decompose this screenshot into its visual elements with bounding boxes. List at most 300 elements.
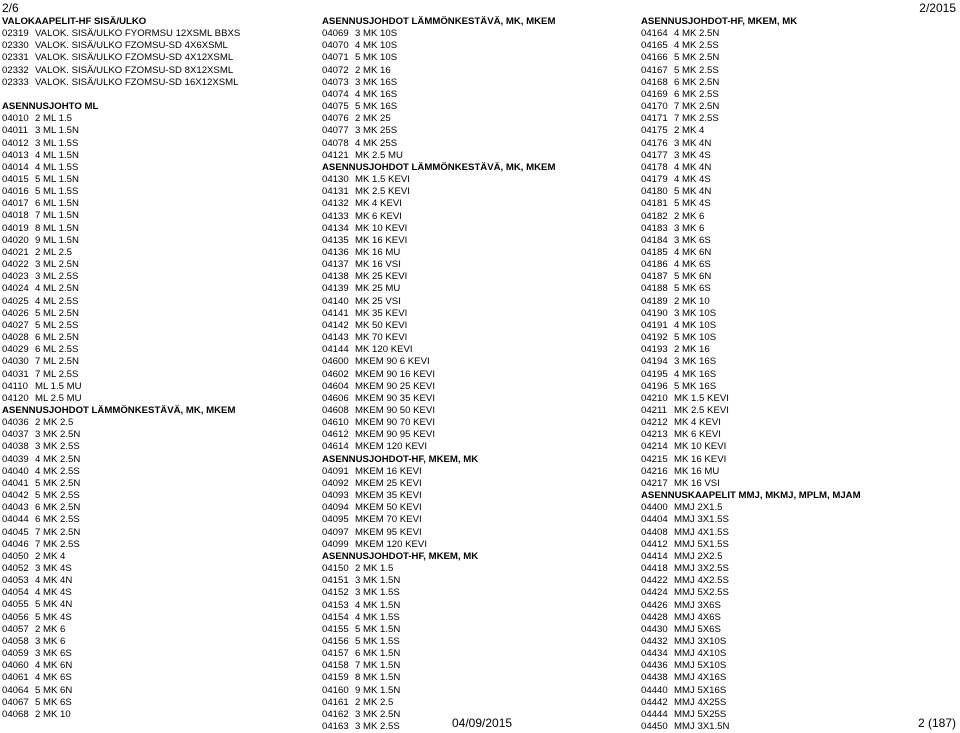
section-heading: ASENNUSJOHTO ML	[2, 101, 99, 113]
product-row	[2, 356, 314, 368]
product-description: 3 ML 1.5N	[35, 125, 79, 137]
product-code: 04019	[2, 222, 29, 234]
product-code: 04141	[322, 307, 349, 319]
product-code: 04043	[2, 502, 29, 514]
product-description: 3 MK 6	[674, 222, 705, 234]
product-code: 04424	[641, 587, 668, 599]
product-code: 04054	[2, 587, 29, 599]
product-row	[2, 113, 314, 125]
product-description: MMJ 5X16S	[674, 684, 727, 696]
product-row	[322, 186, 632, 198]
product-row	[322, 697, 632, 709]
product-description: 4 ML 2.5N	[35, 283, 79, 295]
product-description: 5 MK 6N	[674, 271, 712, 283]
product-row	[2, 40, 314, 52]
product-code: 04041	[2, 477, 29, 489]
product-row	[2, 685, 314, 697]
product-description: MK 4 KEVI	[674, 417, 721, 429]
product-row	[641, 685, 957, 697]
product-row	[641, 721, 957, 733]
product-row	[322, 101, 632, 113]
product-row	[2, 575, 314, 587]
product-description: 6 ML 1.5N	[35, 198, 79, 210]
product-row	[322, 235, 632, 247]
product-description: 2 MK 16	[355, 64, 391, 76]
product-description: 2 MK 6	[674, 210, 705, 222]
product-row	[2, 210, 314, 222]
product-row	[641, 551, 957, 563]
product-row	[322, 296, 632, 308]
product-row	[2, 672, 314, 684]
product-row	[641, 405, 957, 417]
product-row	[2, 697, 314, 709]
product-code: 02332	[2, 64, 29, 76]
product-description: VALOK. SISÄ/ULKO FZOMSU-SD 8X12XSML	[35, 64, 234, 76]
product-code: 04130	[322, 174, 349, 186]
product-description: MK 120 KEVI	[355, 344, 413, 356]
product-row	[2, 527, 314, 539]
product-code: 04602	[322, 368, 349, 380]
product-description: 2 MK 4	[674, 125, 705, 137]
product-description: 6 ML 2.5N	[35, 332, 79, 344]
product-description: 5 ML 2.5N	[35, 307, 79, 319]
product-code: 04091	[322, 465, 349, 477]
section-heading: ASENNUSJOHDOT LÄMMÖNKESTÄVÄ, MK, MKEM	[322, 161, 556, 173]
product-code: 04077	[322, 125, 349, 137]
product-description: 7 ML 2.5S	[35, 368, 79, 380]
product-description: MK 6 KEVI	[674, 429, 721, 441]
product-description: MKEM 120 KEVI	[355, 441, 427, 453]
product-code: 04153	[322, 599, 349, 611]
product-description: MMJ 3X2.5S	[674, 563, 729, 575]
product-row	[322, 28, 632, 40]
product-description: MMJ 4X25S	[674, 696, 727, 708]
section-heading: ASENNUSJOHDOT-HF, MKEM, MK	[322, 550, 479, 562]
product-row	[641, 125, 957, 137]
product-code: 04014	[2, 161, 29, 173]
product-row	[322, 308, 632, 320]
product-description: MK 4 KEVI	[355, 198, 402, 210]
product-code: 04167	[641, 64, 668, 76]
product-description: MMJ 2X1.5	[674, 502, 723, 514]
product-code: 04056	[2, 611, 29, 623]
product-row	[641, 709, 957, 721]
product-code: 04176	[641, 137, 668, 149]
product-row	[2, 65, 314, 77]
product-code: 04024	[2, 283, 29, 295]
product-code: 04099	[322, 538, 349, 550]
product-description: 3 ML 2.5N	[35, 259, 79, 271]
product-code: 04432	[641, 635, 668, 647]
product-code: 04192	[641, 332, 668, 344]
product-description: 5 MK 16S	[355, 101, 398, 113]
product-description: 3 MK 1.5N	[355, 575, 401, 587]
product-code: 04434	[641, 648, 668, 660]
product-description: 4 MK 4N	[35, 575, 73, 587]
product-code: 02330	[2, 40, 29, 52]
product-code: 04154	[322, 611, 349, 623]
product-row	[322, 527, 632, 539]
product-code: 04408	[641, 526, 668, 538]
product-row	[322, 320, 632, 332]
section-heading: ASENNUSKAAPELIT MMJ, MKMJ, MPLM, MJAM	[641, 490, 861, 502]
product-description: MK 50 KEVI	[355, 319, 408, 331]
product-row	[2, 125, 314, 137]
product-description: MKEM 35 KEVI	[355, 490, 422, 502]
product-description: 5 MK 6S	[35, 696, 72, 708]
product-code: 04214	[641, 441, 668, 453]
product-row	[2, 223, 314, 235]
product-description: 4 MK 2.5N	[35, 453, 81, 465]
product-code: 04037	[2, 429, 29, 441]
product-description: 7 MK 2.5N	[674, 101, 720, 113]
product-code: 04604	[322, 380, 349, 392]
product-description: 6 MK 1.5N	[355, 648, 401, 660]
product-code: 04074	[322, 88, 349, 100]
section-heading: ASENNUSJOHDOT-HF, MKEM, MK	[641, 16, 798, 27]
product-row	[2, 624, 314, 636]
product-row	[322, 125, 632, 137]
product-description: 3 MK 10S	[674, 307, 717, 319]
product-description: 5 MK 6N	[35, 684, 73, 696]
product-code: 04418	[641, 563, 668, 575]
product-description: MMJ 5X25S	[674, 708, 727, 720]
product-code: 04191	[641, 319, 668, 331]
product-code: 04097	[322, 526, 349, 538]
product-code: 04160	[322, 684, 349, 696]
product-row	[2, 332, 314, 344]
product-row	[322, 490, 632, 502]
product-row	[2, 417, 314, 429]
product-row	[641, 393, 957, 405]
product-row	[641, 211, 957, 223]
product-code: 04163	[322, 721, 349, 733]
product-row	[641, 89, 957, 101]
product-code: 04027	[2, 319, 29, 331]
product-description: 2 ML 1.5	[35, 113, 72, 125]
product-description: 3 MK 2.5S	[35, 441, 80, 453]
product-description: 2 MK 2.5	[355, 696, 394, 708]
section-heading: ASENNUSJOHDOT LÄMMÖNKESTÄVÄ, MK, MKEM	[2, 404, 236, 416]
product-row	[322, 332, 632, 344]
product-code: 04159	[322, 672, 349, 684]
product-description: 7 MK 2.5S	[674, 113, 719, 125]
product-description: MKEM 90 50 KEVI	[355, 405, 435, 416]
product-row	[322, 40, 632, 52]
product-code: 04060	[2, 660, 29, 672]
product-row	[322, 113, 632, 125]
product-description: 2 MK 4	[35, 550, 66, 562]
product-code: 04069	[322, 28, 349, 40]
product-code: 04059	[2, 648, 29, 660]
product-row	[322, 150, 632, 162]
product-description: MKEM 90 25 KEVI	[355, 380, 435, 392]
product-row	[641, 381, 957, 393]
product-code: 04075	[322, 101, 349, 113]
product-description: MKEM 95 KEVI	[355, 526, 422, 538]
product-row	[322, 211, 632, 223]
product-code: 02333	[2, 76, 29, 88]
product-code: 04170	[641, 101, 668, 113]
product-description: 4 ML 1.5S	[35, 161, 79, 173]
product-code: 04400	[641, 502, 668, 514]
product-description: MKEM 70 KEVI	[355, 514, 422, 526]
product-description: VALOK. SISÄ/ULKO FZOMSU-SD 16X12XSML	[35, 76, 239, 88]
product-row	[322, 587, 632, 599]
product-row	[641, 636, 957, 648]
product-row	[2, 551, 314, 563]
product-description: MK 35 KEVI	[355, 307, 408, 319]
section-heading: ASENNUSJOHDOT-HF, MKEM, MK	[322, 453, 479, 465]
product-row	[2, 77, 314, 89]
product-description: 5 ML 1.5N	[35, 174, 79, 186]
product-description: 3 MK 2.5N	[355, 708, 401, 720]
product-description: 3 MK 4S	[674, 149, 711, 161]
product-row	[322, 429, 632, 441]
product-row	[641, 587, 957, 599]
product-code: 04028	[2, 332, 29, 344]
product-row	[322, 283, 632, 295]
product-row	[322, 600, 632, 612]
product-row	[322, 514, 632, 526]
product-description: MKEM 90 16 KEVI	[355, 368, 435, 380]
product-description: VALOK. SISÄ/ULKO FZOMSU-SD 4X12XSML	[35, 52, 234, 64]
product-row	[2, 138, 314, 150]
product-description: MKEM 16 KEVI	[355, 465, 422, 477]
product-code: 04053	[2, 575, 29, 587]
product-code: 04143	[322, 332, 349, 344]
product-code: 04135	[322, 234, 349, 246]
product-description: 5 MK 10S	[674, 332, 717, 344]
product-description: MK 25 VSI	[355, 295, 401, 307]
product-row	[641, 296, 957, 308]
product-code: 04181	[641, 198, 668, 210]
product-row	[641, 600, 957, 612]
product-code: 04110	[2, 380, 28, 392]
product-row	[641, 77, 957, 89]
product-code: 04073	[322, 76, 349, 88]
product-description: 6 MK 2.5S	[674, 88, 719, 100]
product-description: 4 MK 6N	[35, 660, 73, 672]
product-code: 04057	[2, 623, 29, 635]
product-row	[2, 587, 314, 599]
product-code: 04171	[641, 113, 668, 125]
product-description: 3 MK 16S	[355, 76, 398, 88]
product-description: MK 1.5 KEVI	[674, 392, 729, 404]
product-description: MMJ 3X10S	[674, 635, 727, 647]
product-code: 04038	[2, 441, 29, 453]
product-code: 04013	[2, 149, 29, 161]
product-description: MKEM 25 KEVI	[355, 477, 422, 489]
product-row	[2, 490, 314, 502]
product-description: MK 16 VSI	[674, 477, 720, 489]
product-code: 04044	[2, 514, 29, 526]
product-description: MK 10 KEVI	[674, 441, 727, 453]
product-description: 5 MK 10S	[355, 52, 398, 64]
product-description: 3 MK 4S	[35, 563, 72, 575]
product-row	[641, 441, 957, 453]
product-row	[2, 235, 314, 247]
product-row	[2, 150, 314, 162]
product-code: 04426	[641, 599, 668, 611]
product-code: 04150	[322, 563, 349, 575]
product-description: 2 MK 25	[355, 113, 391, 125]
product-row	[641, 113, 957, 125]
product-row	[641, 417, 957, 429]
product-description: MK 16 MU	[674, 465, 720, 477]
product-row	[322, 612, 632, 624]
product-code: 04169	[641, 88, 668, 100]
product-row	[2, 429, 314, 441]
product-row	[641, 247, 957, 259]
product-code: 04136	[322, 246, 349, 258]
product-description: 3 MK 6	[35, 635, 66, 647]
product-code: 04188	[641, 283, 668, 295]
product-description: MMJ 4X16S	[674, 672, 727, 684]
product-row	[2, 514, 314, 526]
product-code: 04040	[2, 465, 29, 477]
footer-date: 04/09/2015	[452, 716, 513, 730]
product-code: 04183	[641, 222, 668, 234]
product-row	[322, 138, 632, 150]
product-description: MMJ 4X1.5S	[674, 526, 729, 538]
product-code: 04078	[322, 137, 349, 149]
product-row	[2, 247, 314, 259]
product-row	[2, 563, 314, 575]
product-description: 9 MK 1.5N	[355, 684, 401, 696]
product-description: 4 MK 6N	[674, 246, 712, 258]
product-description: MMJ 5X6S	[674, 623, 721, 635]
product-code: 04021	[2, 246, 29, 258]
product-description: MK 25 KEVI	[355, 271, 408, 283]
product-code: 04031	[2, 368, 29, 380]
product-description: 5 MK 16S	[674, 380, 717, 392]
product-description: MK 10 KEVI	[355, 222, 408, 234]
product-row	[641, 527, 957, 539]
product-description: 2 MK 2.5	[35, 417, 74, 429]
product-code: 04184	[641, 234, 668, 246]
product-description: 6 MK 2.5N	[674, 76, 720, 88]
product-description: MMJ 5X2.5S	[674, 587, 729, 599]
product-row	[641, 660, 957, 672]
product-row	[641, 344, 957, 356]
product-code: 04158	[322, 660, 349, 672]
product-row	[322, 660, 632, 672]
product-row	[641, 308, 957, 320]
product-description: 5 MK 4S	[35, 611, 72, 623]
product-code: 02331	[2, 52, 29, 64]
product-row	[641, 624, 957, 636]
product-description: 8 ML 1.5N	[35, 222, 79, 234]
product-code: 04196	[641, 380, 668, 392]
product-description: MMJ 4X10S	[674, 648, 727, 660]
product-code: 04132	[322, 198, 349, 210]
product-code: 04071	[322, 52, 349, 64]
product-code: 04012	[2, 137, 29, 149]
product-code: 04120	[2, 392, 29, 404]
product-code: 04608	[322, 405, 349, 416]
product-description: MK 70 KEVI	[355, 332, 408, 344]
page-section-label: 2/6	[2, 1, 19, 15]
product-description: 4 MK 25S	[355, 137, 398, 149]
product-row	[322, 672, 632, 684]
product-description: 7 MK 1.5N	[355, 660, 401, 672]
product-description: MMJ 5X10S	[674, 660, 727, 672]
product-description: 7 MK 2.5S	[35, 538, 80, 550]
product-row	[641, 40, 957, 52]
product-code: 04121	[322, 149, 349, 161]
product-code: 04067	[2, 696, 29, 708]
product-description: ML 2.5 MU	[35, 392, 82, 404]
product-description: 2 MK 10	[674, 295, 710, 307]
product-description: 5 MK 1.5N	[355, 623, 401, 635]
product-row	[322, 417, 632, 429]
product-description: MMJ 2X2.5	[674, 550, 723, 562]
product-row	[2, 52, 314, 64]
product-row	[322, 223, 632, 235]
product-row	[641, 369, 957, 381]
product-row	[641, 575, 957, 587]
product-row	[322, 271, 632, 283]
product-row	[322, 198, 632, 210]
product-code: 04026	[2, 307, 29, 319]
product-code: 04210	[641, 392, 668, 404]
product-code: 04450	[641, 721, 668, 733]
product-row	[322, 648, 632, 660]
product-description: 3 ML 2.5S	[35, 271, 79, 283]
product-description: MK 16 MU	[355, 246, 401, 258]
product-row	[641, 198, 957, 210]
product-description: MKEM 90 70 KEVI	[355, 417, 435, 429]
product-description: MMJ 3X1.5N	[674, 721, 730, 733]
product-code: 04018	[2, 210, 29, 222]
product-row	[2, 283, 314, 295]
product-code: 04015	[2, 174, 29, 186]
product-code: 04186	[641, 259, 668, 271]
product-description: 4 MK 6S	[35, 672, 72, 684]
product-code: 04139	[322, 283, 349, 295]
product-description: 9 ML 1.5N	[35, 234, 79, 246]
product-code: 04189	[641, 295, 668, 307]
product-description: 3 MK 6S	[35, 648, 72, 660]
product-description: 5 MK 4N	[674, 186, 712, 198]
product-row	[641, 514, 957, 526]
product-description: MMJ 3X1.5S	[674, 514, 729, 526]
product-description: 7 ML 2.5N	[35, 356, 79, 368]
product-row	[2, 539, 314, 551]
product-row	[641, 283, 957, 295]
product-code: 04055	[2, 599, 29, 611]
product-description: 4 ML 2.5S	[35, 295, 79, 307]
product-row	[322, 466, 632, 478]
product-row	[641, 235, 957, 247]
product-row	[2, 369, 314, 381]
product-code: 04414	[641, 550, 668, 562]
product-code: 04017	[2, 198, 29, 210]
product-description: MK 2.5 MU	[355, 149, 403, 161]
product-row	[641, 648, 957, 660]
product-column-1	[2, 16, 314, 721]
product-row	[2, 381, 314, 393]
product-description: 7 ML 1.5N	[35, 210, 79, 222]
product-code: 04195	[641, 368, 668, 380]
product-description: 4 MK 16S	[674, 368, 717, 380]
product-description: 4 MK 6S	[674, 259, 711, 271]
product-description: 4 MK 4S	[674, 174, 711, 186]
product-description: 5 ML 1.5S	[35, 186, 79, 198]
product-description: 4 MK 10S	[355, 40, 398, 52]
product-row	[641, 466, 957, 478]
